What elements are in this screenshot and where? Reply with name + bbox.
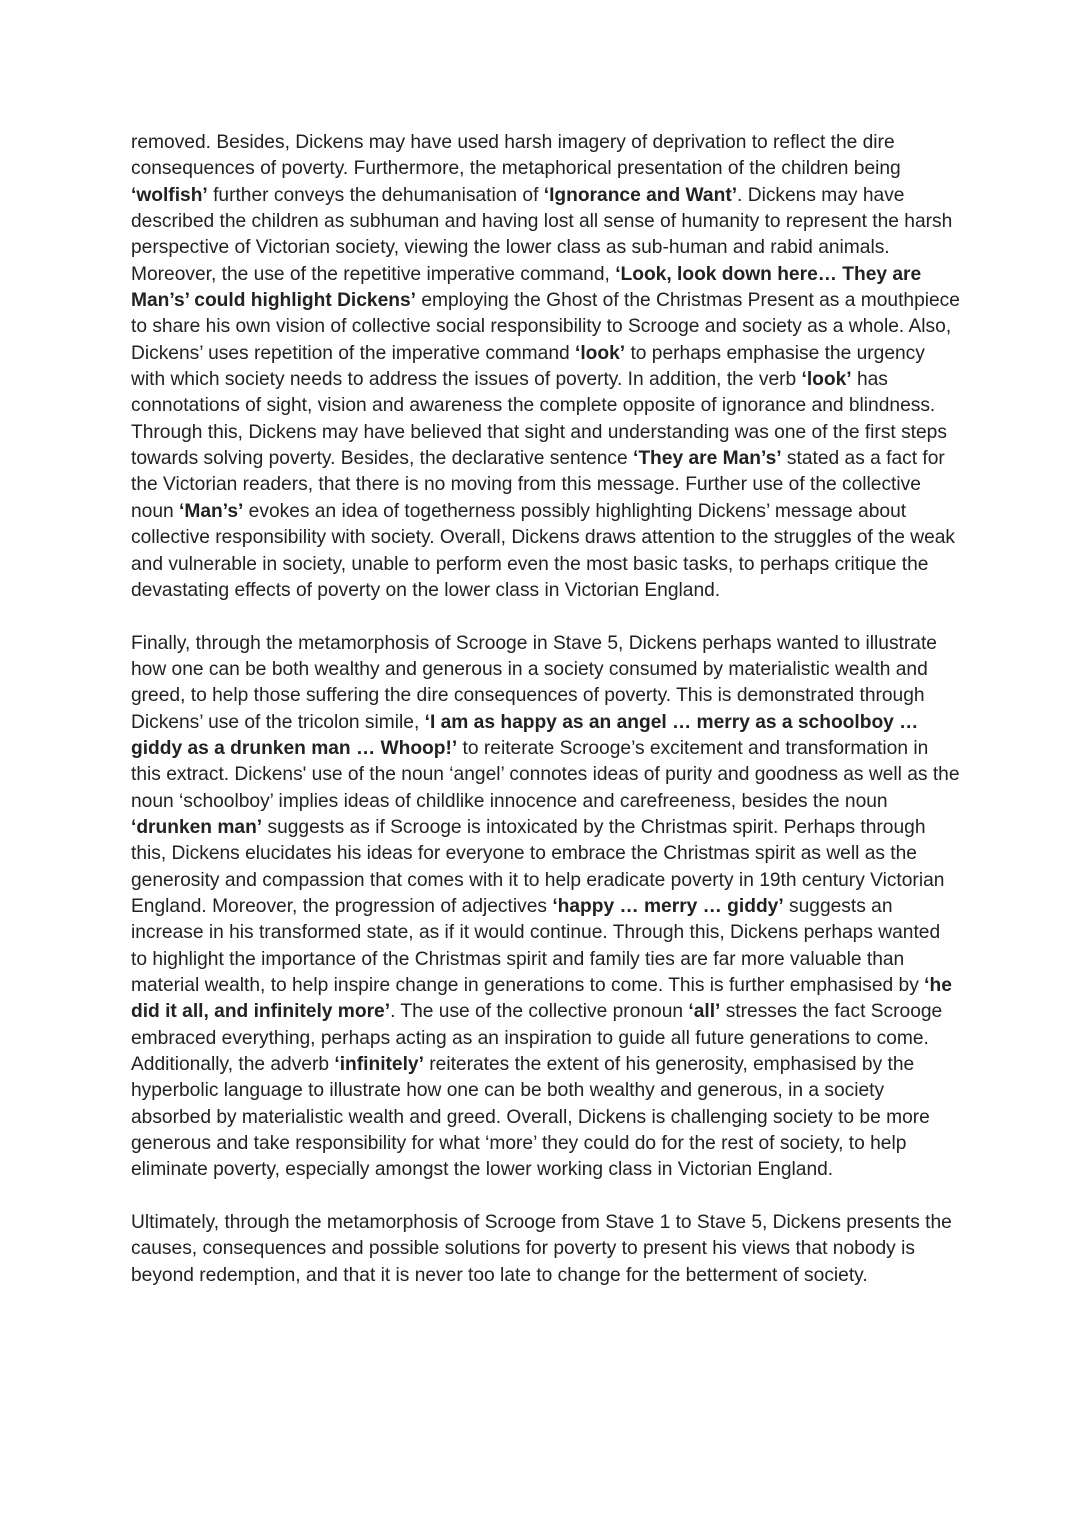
paragraph	[131, 631, 961, 1184]
quoted-text-bold: ‘I am as happy as an angel … merry as a schoolboy … giddy as a drunken man … Whoop!’	[131, 711, 919, 759]
body-text: suggests an increase in his transformed state, as if it would continue. Through this, Dickens perhaps wanted to highlight the importance of the Christmas spirit and family ties are far more valuable than material wealth, to help inspire change in generations to come. This is further emphasised by	[131, 895, 941, 996]
body-text: employing the Ghost of the Christmas Present as a mouthpiece to share his own vision of collective social responsibility to Scrooge and society as a whole. Also, Dickens’ uses repetition of the imperative command	[131, 290, 960, 364]
quoted-text-bold: ‘drunken man’	[131, 816, 263, 838]
quoted-text-bold: ‘Man’s’	[179, 500, 244, 522]
body-text: further conveys the dehumanisation of	[207, 184, 544, 206]
body-text: stated as a fact for the Victorian readers, that there is no moving from this message. Further use of the collective noun	[131, 448, 945, 522]
body-text: to perhaps emphasise the urgency with which society needs to address the issues of poverty. In addition, the verb	[131, 342, 925, 391]
body-text: has connotations of sight, vision and awareness the complete opposite of ignorance and blindness. Through this, Dickens may have believed that sight and understanding was one of the first steps towards solving poverty. Besides, the declarative sentence	[131, 369, 947, 470]
body-text: . Dickens may have described the children as subhuman and having lost all sense of humanity to represent the harsh perspective of Victorian society, viewing the lower class as sub-human and rabid animals. Moreover, the use of the repetitive imperative command,	[131, 184, 953, 285]
body-text: to reiterate Scrooge’s excitement and transformation in this extract. Dickens' use of the noun ‘angel’ connotes ideas of purity and goodness as well as the noun ‘schoolboy’ implies ideas of childlike innocence and carefreeness, besides the noun	[131, 737, 960, 812]
quoted-text-bold: ‘all’	[688, 1001, 721, 1023]
quoted-text-bold: ‘infinitely’	[334, 1054, 424, 1076]
body-text: Finally, through the metamorphosis of Scrooge in Stave 5, Dickens perhaps wanted to illustrate how one can be both wealthy and generous in a society consumed by materialistic wealth and greed, to help those suffering the dire consequences of poverty. This is demonstrated through Dickens’ use of the tricolon simile,	[131, 632, 937, 733]
body-text: Ultimately, through the metamorphosis of Scrooge from Stave 1 to Stave 5, Dickens presents the causes, consequences and possible solutions for poverty to present his views that nobody is beyond redemption, and that it is never too late to change for the betterment of society.	[131, 1212, 952, 1286]
quoted-text-bold: ‘Look, look down here… They are Man’s’ could highlight Dickens’	[131, 263, 922, 312]
paragraph	[131, 1210, 961, 1289]
quoted-text-bold: ‘look’	[575, 342, 626, 364]
quoted-text-bold: ‘Ignorance and Want’	[543, 184, 738, 206]
body-text: . The use of the collective pronoun	[390, 1001, 689, 1023]
paragraph	[131, 130, 961, 604]
quoted-text-bold: ‘They are Man’s’	[633, 448, 782, 470]
body-text: reiterates the extent of his generosity, emphasised by the hyperbolic language to illustrate how one can be both wealthy and generous, in a society absorbed by materialistic wealth and greed. Overall, Dickens is challenging society to be more generous and take responsibility for what ‘more’ they could do for the rest of society, to help eliminate poverty, especially amongst the lower working class in Victorian England.	[131, 1054, 930, 1181]
body-text: removed. Besides, Dickens may have used harsh imagery of deprivation to reflect the dire consequences of poverty. Furthermore, the metaphorical presentation of the children being	[131, 132, 901, 180]
quoted-text-bold: ‘he did it all, and infinitely more’	[131, 975, 952, 1023]
quoted-text-bold: ‘look’	[801, 369, 852, 391]
body-text: stresses the fact Scrooge embraced everything, perhaps acting as an inspiration to guide all future generations to come. Additionally, the adverb	[131, 1001, 943, 1076]
body-text: suggests as if Scrooge is intoxicated by the Christmas spirit. Perhaps through this, Dickens elucidates his ideas for everyone to embrace the Christmas spirit as well as the generosity and compassion that comes with it to help eradicate poverty in 19th century Victorian England. Moreover, the progression of adjectives	[131, 816, 945, 917]
document-body	[131, 130, 961, 1289]
body-text: evokes an idea of togetherness possibly highlighting Dickens’ message about collective responsibility with society. Overall, Dickens draws attention to the struggles of the weak and vulnerable in society, unable to perform even the most basic tasks, to perhaps critique the devastating effects of poverty on the lower class in Victorian England.	[131, 500, 956, 601]
quoted-text-bold: ‘wolfish’	[131, 184, 208, 206]
quoted-text-bold: ‘happy … merry … giddy’	[552, 895, 784, 917]
